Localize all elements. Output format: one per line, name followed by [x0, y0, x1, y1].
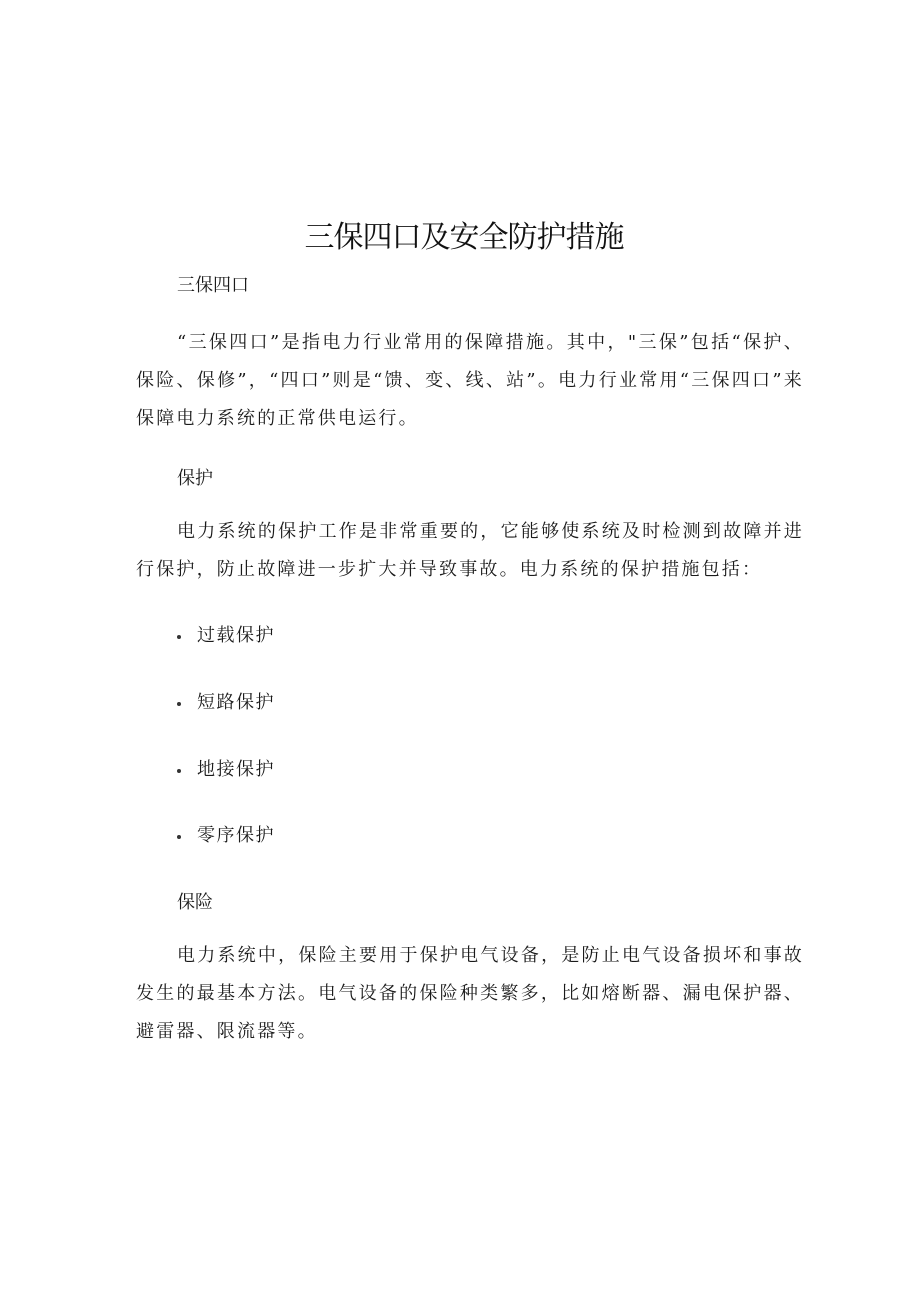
- document-title: 三保四口及安全防护措施: [304, 220, 624, 255]
- protection-paragraph: 电力系统的保护工作是非常重要的，它能够使系统及时检测到故障并进行保护，防止故障进一步扩大并导致事故。电力系统的保护措施包括：: [136, 521, 804, 580]
- list-item-short-circuit-protection: [177, 689, 275, 717]
- bullet-icon: [177, 769, 181, 773]
- bullet-icon: [177, 835, 181, 839]
- list-item-label: 地接保护: [197, 759, 275, 780]
- intro-paragraph: “三保四口”是指电力行业常用的保障措施。其中，"三保”包括“保护、保险、保修”，“四口”则是“馈、变、线、站”。电力行业常用“三保四口”来保障电力系统的正常供电运行。: [136, 332, 804, 429]
- section-heading-protection: 保护: [177, 468, 213, 489]
- list-item-overload-protection: [177, 622, 275, 650]
- section-heading-insurance: 保险: [177, 892, 213, 913]
- list-item-label: 短路保护: [197, 692, 275, 713]
- section-heading-sanbao-sikou: 三保四口: [177, 275, 249, 296]
- list-item-ground-protection: [177, 756, 275, 784]
- bullet-icon: [177, 635, 181, 639]
- insurance-paragraph: 电力系统中，保险主要用于保护电气设备，是防止电气设备损坏和事故发生的最基本方法。电气设备的保险种类繁多，比如熔断器、漏电保护器、避雷器、限流器等。: [136, 945, 804, 1042]
- list-item-label: 零序保护: [197, 825, 275, 846]
- list-item-label: 过载保护: [197, 625, 275, 646]
- bullet-icon: [177, 702, 181, 706]
- list-item-zero-sequence-protection: [177, 822, 275, 850]
